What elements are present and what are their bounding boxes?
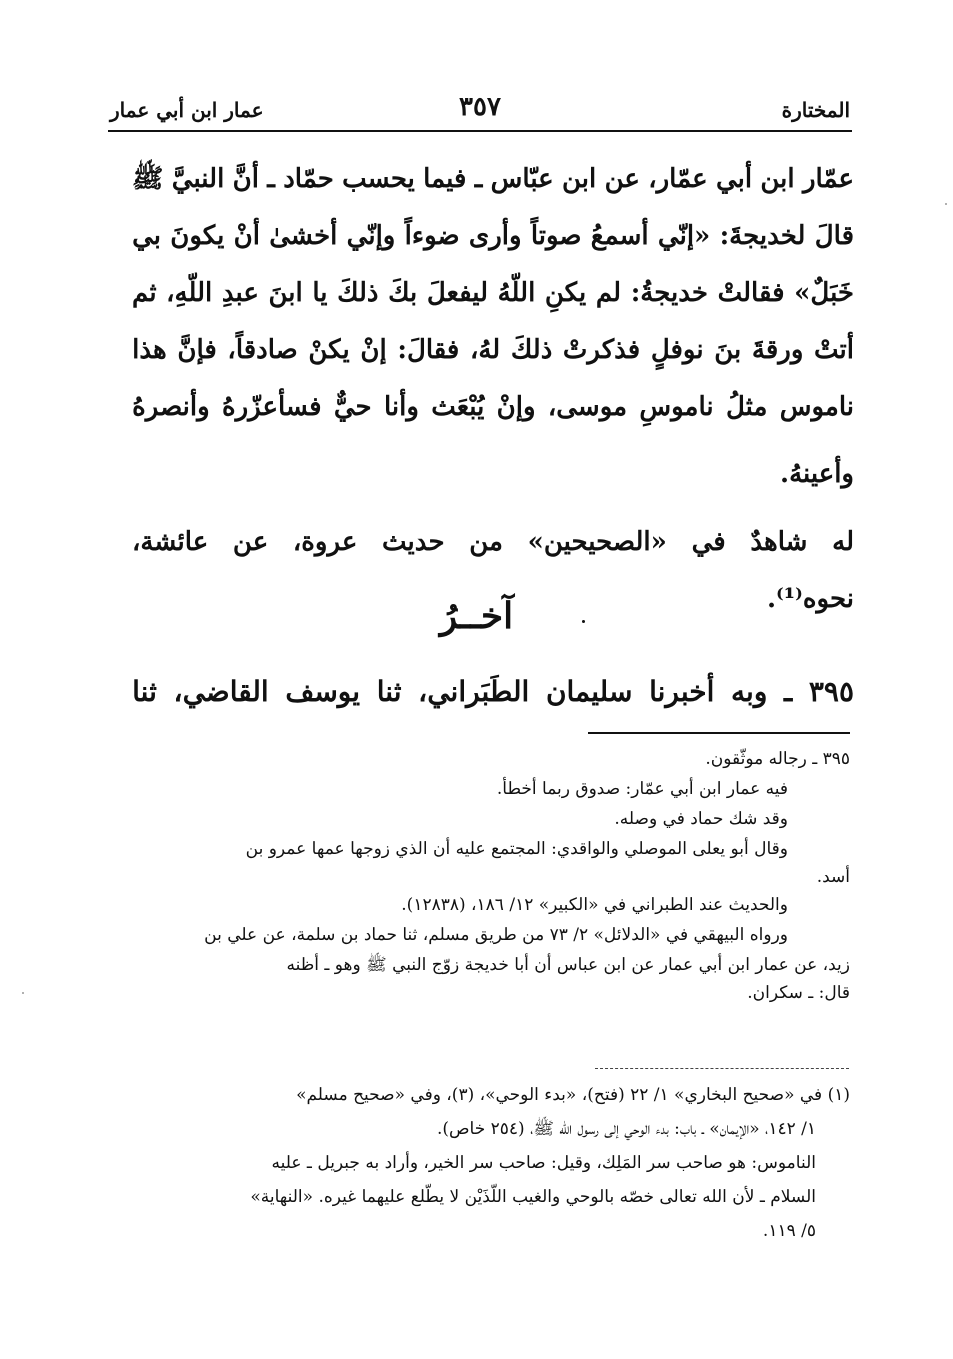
word: شاهدٌ (750, 526, 808, 557)
notes-divider (588, 732, 850, 734)
word: أسمعُ (590, 220, 649, 251)
word: بنَ (714, 334, 742, 365)
word: ـ (267, 163, 275, 194)
word: ليفعلَ (426, 277, 488, 308)
note-line: ٣٩٥ ـ رجاله موثّقون. (705, 748, 850, 769)
page-header (110, 88, 850, 128)
text-line (132, 513, 854, 570)
word: عائشة، (132, 526, 209, 557)
word: أنَّ (232, 163, 259, 194)
word: إنْ (360, 334, 387, 365)
word: ـ (474, 163, 483, 194)
word: «إنّي (657, 220, 711, 251)
word: النبيَّ (171, 163, 225, 194)
text-line (132, 378, 854, 435)
word: وأرى (468, 220, 522, 251)
word: حديث (382, 526, 445, 557)
word: عبّاس (490, 163, 554, 194)
word: ابن (562, 163, 597, 194)
word: مثلُ (725, 391, 768, 422)
chapter-heading: آخــرُ (439, 595, 514, 637)
note-line: زيد، عن عمار ابن أبي عمار عن ابن عباس أن أبا خديجة زوّج النبي ﷺ وهو ـ أظنه (286, 954, 850, 975)
commentary-notes (134, 744, 850, 1006)
word: له (832, 526, 854, 557)
word: أنْ (233, 220, 260, 251)
text-line (132, 207, 854, 264)
word: ذلكَ (337, 277, 379, 308)
word: الطَبَراني، (418, 674, 530, 708)
word: أتتْ (814, 334, 854, 365)
word: نحوه⁽¹⁾. (766, 583, 854, 614)
hadith-number: ٣٩٥ (808, 674, 854, 708)
word: ناموس (779, 391, 854, 422)
word: ابنَ (268, 277, 303, 308)
word: ابن (760, 163, 795, 194)
word: لهُ، (469, 334, 501, 365)
word: يكنِ (544, 277, 587, 308)
word: يحسب (342, 163, 415, 194)
word: اللّهُ (497, 277, 536, 308)
heading-dot (582, 620, 585, 623)
note-line: والحديث عند الطبراني في «الكبير» ١٢/ ١٨٦، (١٢٨٣٨). (401, 894, 788, 915)
word: وإنْ (496, 391, 536, 422)
header-divider (108, 130, 852, 132)
word: عمّار، (648, 163, 708, 194)
text-line (132, 435, 854, 513)
scan-speck (22, 992, 24, 994)
word: ورقةَ (751, 334, 804, 365)
scan-speck (945, 203, 947, 205)
note-line: فيه عمار ابن أبي عمّار: صدوق ربما أخطأ. (496, 778, 788, 799)
word: بكَ (388, 277, 418, 308)
word: فيما (423, 163, 467, 194)
word: يكونَ (170, 220, 225, 251)
word: يا (312, 277, 328, 308)
word: في (691, 526, 726, 557)
word: سليمان (545, 674, 633, 708)
word: عن (232, 526, 269, 557)
word: ثم (132, 277, 157, 308)
note-line: ورواه البيهقي في «الدلائل» ٢/ ٧٣ من طريق مسلم، ثنا حماد بن سلمة، عن علي بن (204, 924, 788, 945)
word: فسأعزّرهُ (221, 391, 322, 422)
footnote-line: ١/ ١٤٢، «الإيمان» ـ باب: بدء الوحي إلى رسول الله ﷺ، (٢٥٤ خاص). (436, 1118, 816, 1139)
word: عمّار (802, 163, 854, 194)
footnotes (134, 1078, 850, 1248)
word: ﷺ (132, 163, 164, 194)
word: «الصحيحين» (527, 526, 667, 557)
word: وبه (731, 674, 768, 708)
text-line (132, 264, 854, 321)
footnote-line: (١) في «صحيح البخاري» ١/ ٢٢ (فتح)، «بدء الوحي»، (٣)، وفي «صحيح مسلم» (296, 1084, 850, 1105)
word: فذكرتْ (562, 334, 641, 365)
text-line (132, 150, 854, 207)
word: هذا (132, 334, 167, 365)
word: عروة، (292, 526, 358, 557)
word: خديجةُ: (630, 277, 708, 308)
word: ـ (784, 674, 793, 708)
word: اللّهِ، (166, 277, 213, 308)
word: يكنْ (308, 334, 350, 365)
word: وإنّي (346, 220, 396, 251)
word: لم (595, 277, 622, 308)
word: لخديجةَ: (719, 220, 806, 251)
word: ثنا (132, 674, 157, 708)
word: موسى، (547, 391, 628, 422)
word: القاضي، (173, 674, 269, 708)
word: خَبَلٌ» (794, 277, 854, 308)
main-text (132, 150, 854, 627)
word: صادقاً، (227, 334, 298, 365)
word: ذلكَ (510, 334, 553, 365)
word: وأنصرهُ (132, 391, 210, 422)
word: قالَ (814, 220, 854, 251)
word: صوتاً (530, 220, 582, 251)
word: عبدِ (221, 277, 259, 308)
text-line (132, 321, 854, 378)
word: حمّاد (283, 163, 334, 194)
word: أبي (715, 163, 753, 194)
hadith-395-opening (132, 668, 854, 714)
word: فإنَّ (177, 334, 217, 365)
word: يُبْعَث (431, 391, 485, 422)
word: حيٌّ (333, 391, 372, 422)
word: عن (604, 163, 640, 194)
word: بي (132, 220, 161, 251)
section-title: عمار ابن أبي عمار (110, 98, 264, 122)
word: ثنا (376, 674, 402, 708)
word: أخبرنا (649, 674, 715, 708)
footnote-line: السلام ـ لأن الله تعالى خصّه بالوحي والغيب اللّذَيْن لا يطّلع عليهما غيره. «النهاية» (250, 1186, 816, 1207)
word: فقالتْ (717, 277, 785, 308)
word: نوفلٍ (650, 334, 704, 365)
page-number: ٣٥٧ (459, 92, 501, 122)
footnote-line: الناموس: هو صاحب سر المَلِك، وقيل: صاحب سر الخير، وأراد به جبريل ـ عليه (271, 1152, 816, 1173)
word: فقالَ: (397, 334, 460, 365)
note-line: أسد. (816, 866, 850, 887)
book-title: المختارة (781, 98, 850, 122)
word: ضوءاً (404, 220, 460, 251)
footnote-line: ٥/ ١١٩. (762, 1220, 816, 1241)
word: وأعينهُ. (780, 459, 854, 489)
word: وأنا (383, 391, 419, 422)
note-line: قال: ـ سكران. (747, 982, 850, 1003)
note-line: وقال أبو يعلى الموصلي والواقدي: المجتمع عليه أن الذي زوجها عمها عمرو بن (245, 838, 788, 859)
word: ناموسِ (639, 391, 714, 422)
word: يوسف (285, 674, 361, 708)
word: أخشىٰ (269, 220, 338, 251)
note-line: وقد شك حماد في وصله. (614, 808, 788, 829)
footnote-divider (595, 1068, 849, 1069)
word: من (469, 526, 503, 557)
